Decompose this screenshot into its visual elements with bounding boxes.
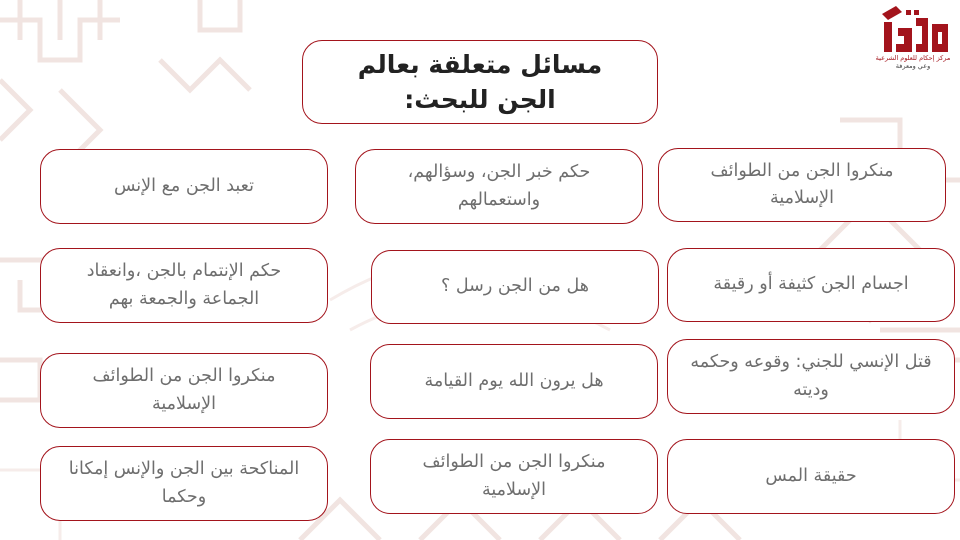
logo-mark-icon [876,4,952,54]
title-line-2: الجن للبحث: [404,85,556,114]
topic-box: تعبد الجن مع الإنس [40,149,328,224]
title-box [302,40,658,124]
topic-box: قتل الإنسي للجني: وقوعه وحكمه وديته [667,339,955,414]
topic-box: منكروا الجن من الطوائف الإسلامية [370,439,658,514]
topic-box: حكم الإنتمام بالجن ،وانعقاد الجماعة والجمعة بهم [40,248,328,323]
logo-subtitle: مركز إحكام للعلوم الشرعية [875,54,951,62]
brand-logo [870,4,956,76]
page-title [358,47,602,117]
topic-box: المناكحة بين الجن والإنس إمكانا وحكما [40,446,328,521]
logo-tagline: وعي ومعرفة [895,62,931,71]
title-line-1: مسائل متعلقة بعالم [357,50,603,79]
topic-box: اجسام الجن كثيفة أو رقيقة [667,248,955,322]
topic-box: منكروا الجن من الطوائف الإسلامية [658,148,946,222]
topic-box: منكروا الجن من الطوائف الإسلامية [40,353,328,428]
topic-box: هل يرون الله يوم القيامة [370,344,658,419]
topic-box: هل من الجن رسل ؟ [371,250,659,324]
topic-box: حقيقة المس [667,439,955,514]
topic-box: حكم خبر الجن، وسؤالهم، واستعمالهم [355,149,643,224]
